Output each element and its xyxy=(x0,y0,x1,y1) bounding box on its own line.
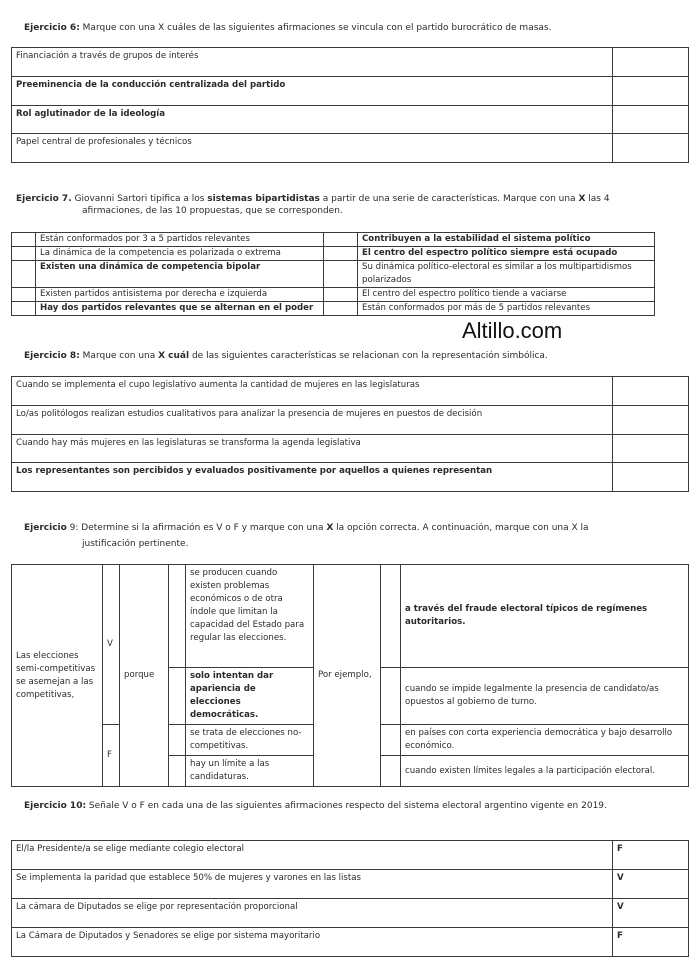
ex7-right-item: El centro del espectro político tiende a vaciarse xyxy=(358,288,655,302)
ex7-title: Ejercicio 7. xyxy=(16,194,72,204)
ex7-left-item: La dinámica de la competencia es polarizada o extrema xyxy=(36,247,324,261)
ex8-title: Ejercicio 8: xyxy=(24,351,80,361)
ex7-check-cell[interactable] xyxy=(12,233,36,247)
ex9-reason-check[interactable] xyxy=(169,668,186,725)
table-row xyxy=(12,463,689,492)
ex6-instructions: Marque con una X cuáles de las siguientes afirmaciones se vincula con el partido burocrático de masas. xyxy=(79,23,552,33)
ex9-f-label: F xyxy=(103,725,120,787)
ex10-statement: El/la Presidente/a se elige mediante colegio electoral xyxy=(12,841,613,870)
ex7-check-cell[interactable] xyxy=(12,261,36,288)
ex10-statement: Se implementa la paridad que establece 50% de mujeres y varones en las listas xyxy=(12,870,613,899)
ex9-text-x: X xyxy=(326,523,334,533)
table-row xyxy=(12,565,689,668)
ex7-text-x: X xyxy=(578,194,586,204)
table-row xyxy=(12,899,689,928)
ex8-text: de las siguientes características se relacionan con la representación simbólica. xyxy=(189,351,548,361)
table-row xyxy=(12,928,689,957)
ex8-text: Marque con una xyxy=(79,351,159,361)
ex6-answer-cell[interactable] xyxy=(613,77,689,106)
ex7-text: las 4 xyxy=(585,194,610,204)
ex6-statement: Rol aglutinador de la ideología xyxy=(12,106,613,134)
ex10-answer[interactable]: V xyxy=(613,899,689,928)
ex6-answer-cell[interactable] xyxy=(613,134,689,163)
ex7-text-line2: afirmaciones, de las 10 propuestas, que se corresponden. xyxy=(82,206,343,216)
ex6-table xyxy=(11,47,689,163)
ex7-left-item: Hay dos partidos relevantes que se alternan en el poder xyxy=(36,302,324,316)
ex7-check-cell[interactable] xyxy=(12,247,36,261)
ex7-right-item: El centro del espectro político siempre está ocupado xyxy=(358,247,655,261)
ex9-reason-check[interactable] xyxy=(169,756,186,787)
ex8-statement: Los representantes son percibidos y evaluados positivamente por aquellos a quienes representan xyxy=(12,463,613,492)
ex7-check-cell[interactable] xyxy=(12,288,36,302)
ex10-statement: La Cámara de Diputados y Senadores se elige por sistema mayoritario xyxy=(12,928,613,957)
ex9-reason: hay un límite a las candidaturas. xyxy=(186,756,314,787)
table-row xyxy=(12,406,689,435)
table-row xyxy=(12,77,689,106)
ex9-reason-check[interactable] xyxy=(169,725,186,756)
ex9-porque-label: porque xyxy=(120,565,169,787)
ex9-table xyxy=(11,564,689,787)
ex7-left-item: Existen una dinámica de competencia bipolar xyxy=(36,261,324,288)
ex10-answer[interactable]: V xyxy=(613,870,689,899)
ex9-example-check[interactable] xyxy=(381,668,401,725)
ex6-answer-cell[interactable] xyxy=(613,106,689,134)
table-row xyxy=(12,377,689,406)
ex6-statement: Papel central de profesionales y técnicos xyxy=(12,134,613,163)
ex7-right-item: Contribuyen a la estabilidad el sistema político xyxy=(358,233,655,247)
ex6-statement: Financiación a través de grupos de interés xyxy=(12,48,613,77)
ex9-text: 9: Determine si la afirmación es V o F y marque con una xyxy=(66,523,327,533)
ex10-statement: La cámara de Diputados se elige por representación proporcional xyxy=(12,899,613,928)
ex9-reason: se trata de elecciones no-competitivas. xyxy=(186,725,314,756)
ex9-reason: se producen cuando existen problemas económicos o de otra índole que limitan la capacidad del Estado para regular las elecciones. xyxy=(186,565,314,668)
ex9-reason: solo intentan dar apariencia de elecciones democráticas. xyxy=(186,668,314,725)
ex7-left-item: Están conformados por 3 a 5 partidos relevantes xyxy=(36,233,324,247)
ex7-right-item: Están conformados por más de 5 partidos relevantes xyxy=(358,302,655,316)
ex7-text: a partir de una serie de características. Marque con una xyxy=(319,194,579,204)
table-row xyxy=(12,233,655,247)
ex8-heading xyxy=(24,350,548,362)
ex9-text: la opción correcta. A continuación, marque con una X la xyxy=(333,523,589,533)
table-row xyxy=(12,435,689,463)
ex6-heading xyxy=(24,22,551,34)
table-row xyxy=(12,247,655,261)
watermark-logo: Altillo.com xyxy=(462,318,563,343)
ex7-check-cell[interactable] xyxy=(324,302,358,316)
ex10-table xyxy=(11,840,689,957)
ex8-answer-cell[interactable] xyxy=(613,406,689,435)
ex7-table xyxy=(11,232,655,316)
ex8-statement: Cuando hay más mujeres en las legislaturas se transforma la agenda legislativa xyxy=(12,435,613,463)
ex9-example: cuando se impide legalmente la presencia de candidato/as opuestos al gobierno de turno. xyxy=(401,668,689,725)
ex8-text-x: X cuál xyxy=(158,351,190,361)
ex9-example: en países con corta experiencia democrática y bajo desarrollo económico. xyxy=(401,725,689,756)
table-row xyxy=(12,302,655,316)
table-row xyxy=(12,106,689,134)
ex9-example-check[interactable] xyxy=(381,756,401,787)
ex9-example: a través del fraude electoral típicos de regímenes autoritarios. xyxy=(401,565,689,668)
ex9-example: cuando existen límites legales a la participación electoral. xyxy=(401,756,689,787)
table-row xyxy=(12,261,655,288)
ex6-title: Ejercicio 6: xyxy=(24,23,80,33)
ex7-check-cell[interactable] xyxy=(324,288,358,302)
ex7-text: Giovanni Sartori tipifica a los xyxy=(71,194,208,204)
ex9-por-ejemplo-label: Por ejemplo, xyxy=(314,565,381,787)
ex9-example-check[interactable] xyxy=(381,725,401,756)
ex10-title: Ejercicio 10: xyxy=(24,801,87,811)
ex8-table xyxy=(11,376,689,492)
ex6-statement: Preeminencia de la conducción centralizada del partido xyxy=(12,77,613,106)
ex7-left-item: Existen partidos antisistema por derecha e izquierda xyxy=(36,288,324,302)
ex7-check-cell[interactable] xyxy=(12,302,36,316)
ex7-right-item: Su dinámica político-electoral es similar a los multipartidismos polarizados xyxy=(358,261,655,288)
ex10-heading xyxy=(24,800,607,812)
ex7-check-cell[interactable] xyxy=(324,261,358,288)
ex9-text-line2: justificación pertinente. xyxy=(82,539,189,549)
ex8-answer-cell[interactable] xyxy=(613,463,689,492)
ex7-check-cell[interactable] xyxy=(324,247,358,261)
ex8-answer-cell[interactable] xyxy=(613,377,689,406)
table-row xyxy=(12,841,689,870)
ex9-heading xyxy=(24,522,682,550)
ex10-answer[interactable]: F xyxy=(613,841,689,870)
ex9-v-label: V xyxy=(103,565,120,725)
ex7-check-cell[interactable] xyxy=(324,233,358,247)
ex8-statement: Lo/as politólogos realizan estudios cualitativos para analizar la presencia de mujeres en puestos de decisión xyxy=(12,406,613,435)
ex8-answer-cell[interactable] xyxy=(613,435,689,463)
table-row xyxy=(12,48,689,77)
ex8-statement: Cuando se implementa el cupo legislativo aumenta la cantidad de mujeres en las legislaturas xyxy=(12,377,613,406)
ex7-text-bold: sistemas bipartidistas xyxy=(207,194,320,204)
table-row xyxy=(12,134,689,163)
ex9-statement: Las elecciones semi-competitivas se asemejan a las competitivas, xyxy=(12,565,103,787)
ex7-heading xyxy=(16,193,610,217)
ex9-example-check[interactable] xyxy=(381,565,401,668)
ex10-instructions: Señale V o F en cada una de las siguientes afirmaciones respecto del sistema electoral argentino vigente en 2019. xyxy=(86,801,607,811)
ex9-reason-check[interactable] xyxy=(169,565,186,668)
ex9-title: Ejercicio xyxy=(24,523,67,533)
table-row xyxy=(12,288,655,302)
ex10-answer[interactable]: F xyxy=(613,928,689,957)
table-row xyxy=(12,870,689,899)
ex6-answer-cell[interactable] xyxy=(613,48,689,77)
